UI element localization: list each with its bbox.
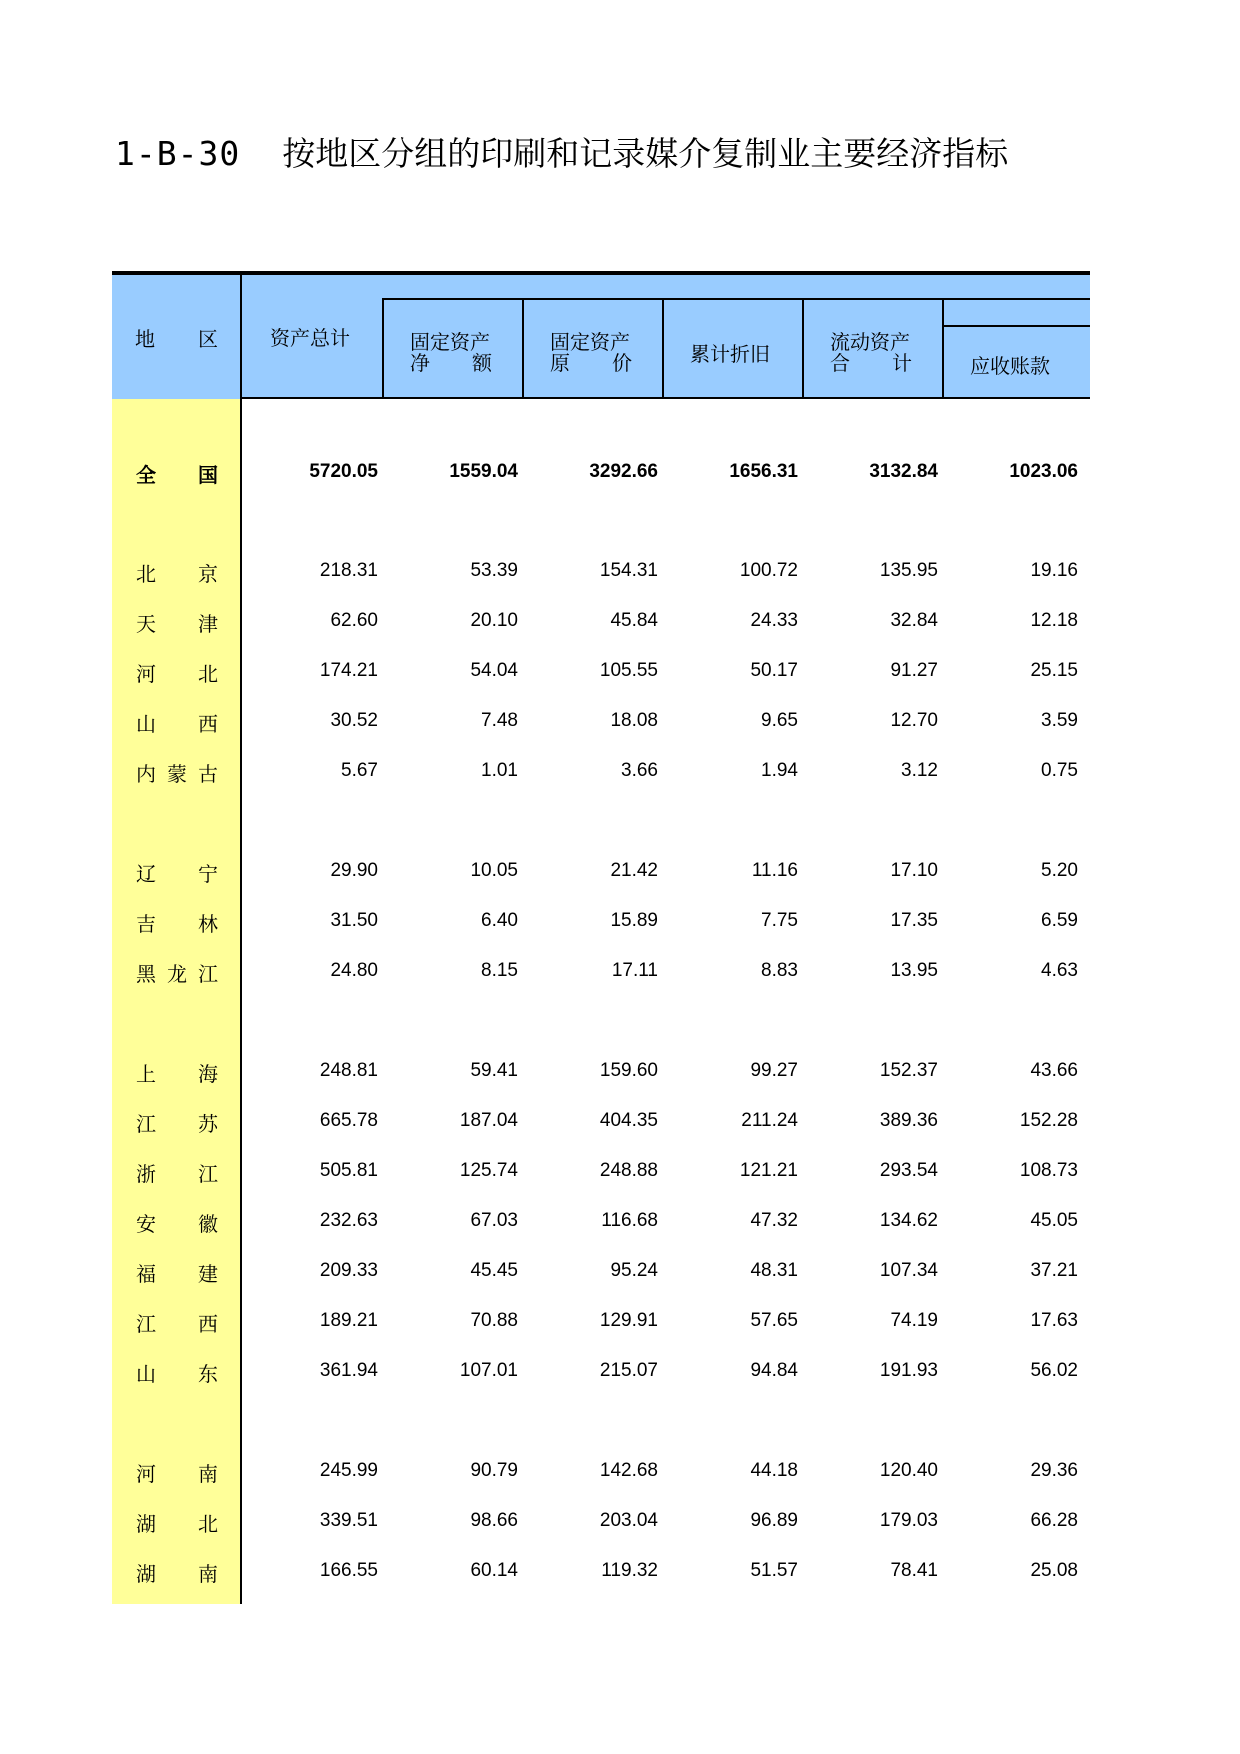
header-receivables: 应收账款 <box>970 354 1050 378</box>
table-cell: 159.60 <box>599 1060 658 1081</box>
region-char: 浙 <box>136 1162 156 1186</box>
table-cell: 74.19 <box>890 1310 938 1331</box>
table-cell: 96.89 <box>750 1510 798 1531</box>
table-cell: 505.81 <box>319 1160 378 1181</box>
table-cell: 8.15 <box>481 960 518 981</box>
region-char: 山 <box>136 712 156 736</box>
table-cell: 60.14 <box>470 1560 518 1581</box>
header-divider <box>522 298 524 399</box>
table-cell: 43.66 <box>1030 1060 1078 1081</box>
region-char: 江 <box>136 1312 156 1336</box>
table-cell: 248.81 <box>319 1060 378 1081</box>
region-divider <box>240 272 242 1604</box>
region-char: 江 <box>136 1112 156 1136</box>
header-total-assets: 资产总计 <box>270 326 350 350</box>
header-divider <box>942 325 944 399</box>
table-cell: 78.41 <box>890 1560 938 1581</box>
region-char: 湖 <box>136 1562 156 1586</box>
table-cell: 120.40 <box>879 1460 938 1481</box>
table-cell: 5.20 <box>1041 860 1078 881</box>
table-cell: 232.63 <box>319 1210 378 1231</box>
table-cell: 107.34 <box>879 1260 938 1281</box>
header-current-assets-sub1: 合 <box>830 351 850 375</box>
table-cell: 179.03 <box>879 1510 938 1531</box>
table-cell: 44.18 <box>750 1460 798 1481</box>
region-name <box>136 1208 218 1237</box>
table-cell: 187.04 <box>459 1110 518 1131</box>
region-name <box>136 1358 218 1387</box>
region-name <box>136 1508 218 1537</box>
table-cell: 5.67 <box>341 760 378 781</box>
region-char: 海 <box>198 1062 218 1086</box>
region-char: 国 <box>198 463 218 487</box>
table-cell: 4.63 <box>1041 960 1078 981</box>
table-cell: 13.95 <box>890 960 938 981</box>
region-char: 山 <box>136 1362 156 1386</box>
table-cell: 339.51 <box>319 1510 378 1531</box>
table-cell: 174.21 <box>319 660 378 681</box>
region-char: 辽 <box>136 862 156 886</box>
table-cell: 129.91 <box>599 1310 658 1331</box>
region-name <box>136 1158 218 1187</box>
table-cell: 32.84 <box>890 610 938 631</box>
region-char: 西 <box>198 1312 218 1336</box>
table-cell: 1559.04 <box>449 461 518 482</box>
table-cell: 203.04 <box>599 1510 658 1531</box>
table-cell: 404.35 <box>599 1110 658 1131</box>
region-char: 津 <box>198 612 218 636</box>
table-cell: 154.31 <box>599 560 658 581</box>
region-name <box>136 1258 218 1287</box>
table-cell: 51.57 <box>750 1560 798 1581</box>
table-cell: 30.52 <box>330 710 378 731</box>
region-char: 南 <box>198 1562 218 1586</box>
table-cell: 66.28 <box>1030 1510 1078 1531</box>
table-cell: 1023.06 <box>1009 461 1078 482</box>
table-cell: 94.84 <box>750 1360 798 1381</box>
table-cell: 8.83 <box>761 960 798 981</box>
region-name <box>136 708 218 737</box>
region-char: 河 <box>136 1462 156 1486</box>
table-cell: 218.31 <box>319 560 378 581</box>
region-char: 上 <box>136 1062 156 1086</box>
table-cell: 116.68 <box>601 1210 658 1231</box>
region-name <box>136 758 218 787</box>
region-name <box>136 1458 218 1487</box>
table-cell: 3.12 <box>901 760 938 781</box>
table-cell: 21.42 <box>610 860 658 881</box>
header-fixed-net: 固定资产 <box>410 330 490 354</box>
table-cell: 29.36 <box>1030 1460 1078 1481</box>
table-cell: 17.63 <box>1030 1310 1078 1331</box>
header-region-2: 区 <box>198 327 218 351</box>
table-cell: 24.33 <box>750 610 798 631</box>
table-cell: 0.75 <box>1041 760 1078 781</box>
table-cell: 45.05 <box>1030 1210 1078 1231</box>
table-title: 按地区分组的印刷和记录媒介复制业主要经济指标 <box>282 134 1009 173</box>
header-region-1: 地 <box>135 327 155 351</box>
table-cell: 108.73 <box>1019 1160 1078 1181</box>
table-cell: 12.70 <box>890 710 938 731</box>
region-char: 全 <box>136 463 156 487</box>
table-cell: 24.80 <box>330 960 378 981</box>
table-cell: 107.01 <box>459 1360 518 1381</box>
region-char: 江 <box>198 1162 218 1186</box>
region-char: 北 <box>136 562 156 586</box>
region-char: 北 <box>198 1512 218 1536</box>
table-cell: 3292.66 <box>589 461 658 482</box>
table-cell: 45.84 <box>610 610 658 631</box>
table-cell: 665.78 <box>319 1110 378 1131</box>
table-cell: 6.59 <box>1041 910 1078 931</box>
region-char: 南 <box>198 1462 218 1486</box>
region-char: 北 <box>198 662 218 686</box>
table-cell: 9.65 <box>761 710 798 731</box>
header-fixed-original: 固定资产 <box>550 330 630 354</box>
region-char: 内 <box>136 762 156 786</box>
region-char: 龙 <box>167 962 187 986</box>
table-cell: 135.95 <box>879 560 938 581</box>
region-name <box>136 1558 218 1587</box>
table-cell: 3132.84 <box>869 461 938 482</box>
header-fixed-net-sub2: 额 <box>472 351 492 375</box>
table-cell: 91.27 <box>890 660 938 681</box>
table-cell: 389.36 <box>879 1110 938 1131</box>
table-cell: 3.66 <box>621 760 658 781</box>
table-cell: 48.31 <box>750 1260 798 1281</box>
table-cell: 54.04 <box>470 660 518 681</box>
table-cell: 90.79 <box>470 1460 518 1481</box>
header-current-assets-sub2: 计 <box>892 351 912 375</box>
table-cell: 121.21 <box>739 1160 798 1181</box>
region-char: 东 <box>198 1362 218 1386</box>
table-cell: 6.40 <box>481 910 518 931</box>
table-cell: 1.01 <box>481 760 518 781</box>
region-name <box>136 558 218 587</box>
region-char: 湖 <box>136 1512 156 1536</box>
table-top-rule <box>112 271 1090 275</box>
table-cell: 5720.05 <box>309 461 378 482</box>
header-divider <box>662 298 664 399</box>
region-name <box>136 1308 218 1337</box>
table-cell: 125.74 <box>459 1160 518 1181</box>
table-cell: 7.48 <box>481 710 518 731</box>
table-cell: 70.88 <box>470 1310 518 1331</box>
region-name <box>136 658 218 687</box>
table-cell: 152.28 <box>1019 1110 1078 1131</box>
table-cell: 3.59 <box>1041 710 1078 731</box>
header-divider <box>382 298 384 399</box>
header-divider <box>802 298 804 399</box>
region-char: 古 <box>198 762 218 786</box>
table-cell: 7.75 <box>761 910 798 931</box>
region-char: 福 <box>136 1262 156 1286</box>
table-cell: 152.37 <box>879 1060 938 1081</box>
header-fixed-original-sub2: 价 <box>612 351 632 375</box>
table-cell: 142.68 <box>599 1460 658 1481</box>
table-cell: 25.15 <box>1030 660 1078 681</box>
header-current-assets: 流动资产 <box>830 330 910 354</box>
table-cell: 19.16 <box>1030 560 1078 581</box>
table-cell: 189.21 <box>319 1310 378 1331</box>
table-cell: 47.32 <box>750 1210 798 1231</box>
header-fixed-original-sub1: 原 <box>550 351 570 375</box>
page-title <box>115 128 1008 175</box>
region-name <box>136 1108 218 1137</box>
table-cell: 1.94 <box>761 760 798 781</box>
table-cell: 67.03 <box>470 1210 518 1231</box>
region-name <box>136 858 218 887</box>
table-cell: 100.72 <box>739 560 798 581</box>
table-cell: 45.45 <box>470 1260 518 1281</box>
region-name <box>136 958 218 987</box>
table-cell: 56.02 <box>1030 1360 1078 1381</box>
table-cell: 211.24 <box>741 1110 798 1131</box>
header-subrule <box>942 325 1090 327</box>
table-code: 1-B-30 <box>115 134 241 173</box>
table-cell: 191.93 <box>879 1360 938 1381</box>
table-cell: 20.10 <box>470 610 518 631</box>
region-char: 林 <box>198 912 218 936</box>
table-cell: 62.60 <box>330 610 378 631</box>
table-cell: 134.62 <box>879 1210 938 1231</box>
table-cell: 31.50 <box>330 910 378 931</box>
table-cell: 99.27 <box>750 1060 798 1081</box>
region-name <box>136 608 218 637</box>
region-char: 安 <box>136 1212 156 1236</box>
table-cell: 209.33 <box>319 1260 378 1281</box>
region-char: 江 <box>198 962 218 986</box>
table-cell: 166.55 <box>319 1560 378 1581</box>
table-cell: 245.99 <box>319 1460 378 1481</box>
header-bottom-rule <box>240 397 1090 399</box>
header-fixed-net-sub1: 净 <box>410 351 430 375</box>
header-depreciation: 累计折旧 <box>690 342 770 366</box>
region-char: 吉 <box>136 912 156 936</box>
region-char: 京 <box>198 562 218 586</box>
header-subrule <box>382 298 1090 300</box>
table-cell: 215.07 <box>599 1360 658 1381</box>
region-char: 天 <box>136 612 156 636</box>
table-cell: 57.65 <box>750 1310 798 1331</box>
table-cell: 1656.31 <box>729 461 798 482</box>
region-char: 建 <box>198 1262 218 1286</box>
table-cell: 59.41 <box>470 1060 518 1081</box>
table-cell: 17.11 <box>611 960 658 981</box>
table-cell: 17.35 <box>890 910 938 931</box>
table-cell: 119.32 <box>601 1560 658 1581</box>
table-cell: 361.94 <box>319 1360 378 1381</box>
table-cell: 12.18 <box>1030 610 1078 631</box>
table-cell: 10.05 <box>470 860 518 881</box>
table-cell: 29.90 <box>330 860 378 881</box>
region-char: 蒙 <box>167 762 187 786</box>
table-cell: 18.08 <box>610 710 658 731</box>
table-cell: 11.16 <box>751 860 798 881</box>
region-name <box>136 1058 218 1087</box>
region-char: 西 <box>198 712 218 736</box>
region-char: 黑 <box>136 962 156 986</box>
region-char: 徽 <box>198 1212 218 1236</box>
table-cell: 25.08 <box>1030 1560 1078 1581</box>
region-char: 宁 <box>198 862 218 886</box>
region-name <box>136 908 218 937</box>
table-cell: 50.17 <box>750 660 798 681</box>
table-cell: 293.54 <box>879 1160 938 1181</box>
table-cell: 37.21 <box>1030 1260 1078 1281</box>
table-cell: 105.55 <box>599 660 658 681</box>
region-name <box>136 459 218 488</box>
table-cell: 98.66 <box>470 1510 518 1531</box>
table-cell: 95.24 <box>610 1260 658 1281</box>
region-char: 河 <box>136 662 156 686</box>
table-cell: 15.89 <box>610 910 658 931</box>
table-cell: 53.39 <box>470 560 518 581</box>
table-cell: 248.88 <box>599 1160 658 1181</box>
region-char: 苏 <box>198 1112 218 1136</box>
table-cell: 17.10 <box>890 860 938 881</box>
